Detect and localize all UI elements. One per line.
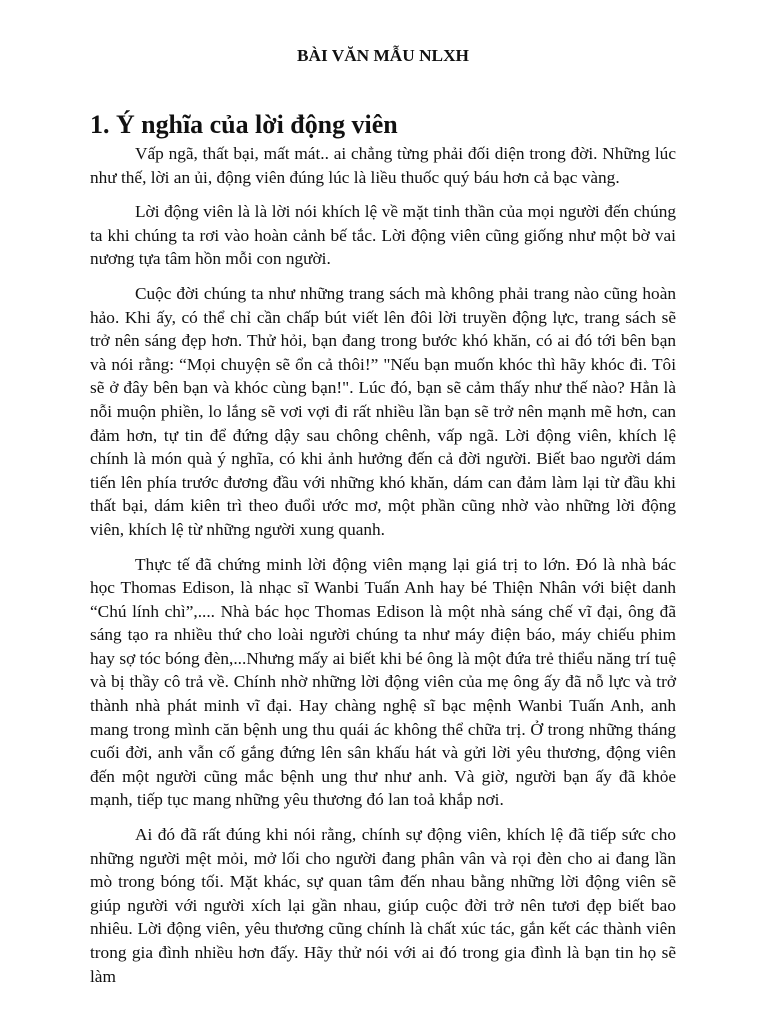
paragraph-1: Vấp ngã, thất bại, mất mát.. ai chẳng từng phải đối diện trong đời. Những lúc như thế, lời an ủi, động viên đúng lúc là liều thuốc quý báu hơn cả bạc vàng. bbox=[90, 144, 676, 187]
paragraph-3: Cuộc đời chúng ta như những trang sách mà không phải trang nào cũng hoàn hảo. Khi ấy, có thể chỉ cần chấp bút viết lên đôi lời truyền động lực, trang sách sẽ trở nên sáng đẹp hơn. Thử hỏi, bạn đang trong bước khó khăn, có ai đó tới bên bạn và nói rằng: “Mọi chuyện sẽ ổn cả thôi!” "Nếu bạn muốn khóc thì hãy khóc đi. Tôi sẽ ở đây bên bạn và khóc cùng bạn!". Lúc đó, bạn sẽ cảm thấy như thế nào? Hẳn là nỗi muộn phiền, lo lắng sẽ vơi vợi đi rất nhiều lần bạn sẽ trở nên mạnh mẽ hơn, can đảm hơn, tự tin để đứng dậy sau chông chênh, vấp ngã. Lời động viên, khích lệ chính là món quà ý nghĩa, có khi ảnh hưởng đến cả đời người. Biết bao người dám tiến lên phía trước đương đầu với những khó khăn, dám can đảm làm lại từ đầu khi thất bại, dám kiên trì theo đuổi ước mơ, một phần cũng nhờ vào những lời động viên, khích lệ từ những người xung quanh. bbox=[90, 283, 676, 539]
paragraph-4: Thực tế đã chứng minh lời động viên mạng lại giá trị to lớn. Đó là nhà bác học Thomas Edison, là nhạc sĩ Wanbi Tuấn Anh hay bé Thiện Nhân với biệt danh “Chú lính chì”,.... Nhà bác học Thomas Edison là một nhà sáng chế vĩ đại, ông đã sáng tạo ra nhiều thứ cho loài người chúng ta như máy điện báo, máy chiếu phim hay sợ tóc bóng đèn,...Nhưng mấy ai biết khi bé ông là một đứa trẻ thiểu năng trí tuệ và bị thầy cô trả về. Chính nhờ những lời động viên của mẹ ông ấy đã nỗ lực và trở thành nhà phát minh vĩ đại. Hay chàng nghệ sĩ bạc mệnh Wanbi Tuấn Anh, anh mang trong mình căn bệnh ung thu quái ác không thể chữa trị. Ở trong những tháng cuối đời, anh vẫn cố gắng đứng lên sân khấu hát và gửi lời yêu thương, động viên đến một người cũng mắc bệnh ung thư như anh. Và giờ, người bạn ấy đã khỏe mạnh, tiếp tục mang những yêu thương đó lan toả khắp nơi. bbox=[90, 554, 676, 810]
section-heading: 1. Ý nghĩa của lời động viên bbox=[90, 110, 398, 139]
document-page bbox=[90, 0, 676, 988]
document-title: BÀI VĂN MẪU NLXH bbox=[296, 46, 470, 65]
paragraph-2: Lời động viên là là lời nói khích lệ về mặt tinh thần của mọi người đến chúng ta khi chúng ta rơi vào hoàn cảnh bế tắc. Lời động viên cũng giống như một bờ vai nương tựa tâm hồn mỗi con người. bbox=[90, 202, 676, 269]
paragraph-5: Ai đó đã rất đúng khi nói rằng, chính sự động viên, khích lệ đã tiếp sức cho những người mệt mỏi, mở lối cho người đang phân vân và rọi đèn cho ai đang lần mò trong bóng tối. Mặt khác, sự quan tâm đến nhau bằng những lời động viên sẽ giúp người với người xích lại gần nhau, giúp cuộc đời trở nên tươi đẹp biết bao nhiêu. Lời động viên, yêu thương cũng chính là chất xúc tác, gắn kết các thành viên trong gia đình nhiều hơn đấy. Hãy thử nói với ai đó trong gia đình là bạn tin họ sẽ làm bbox=[90, 825, 676, 986]
